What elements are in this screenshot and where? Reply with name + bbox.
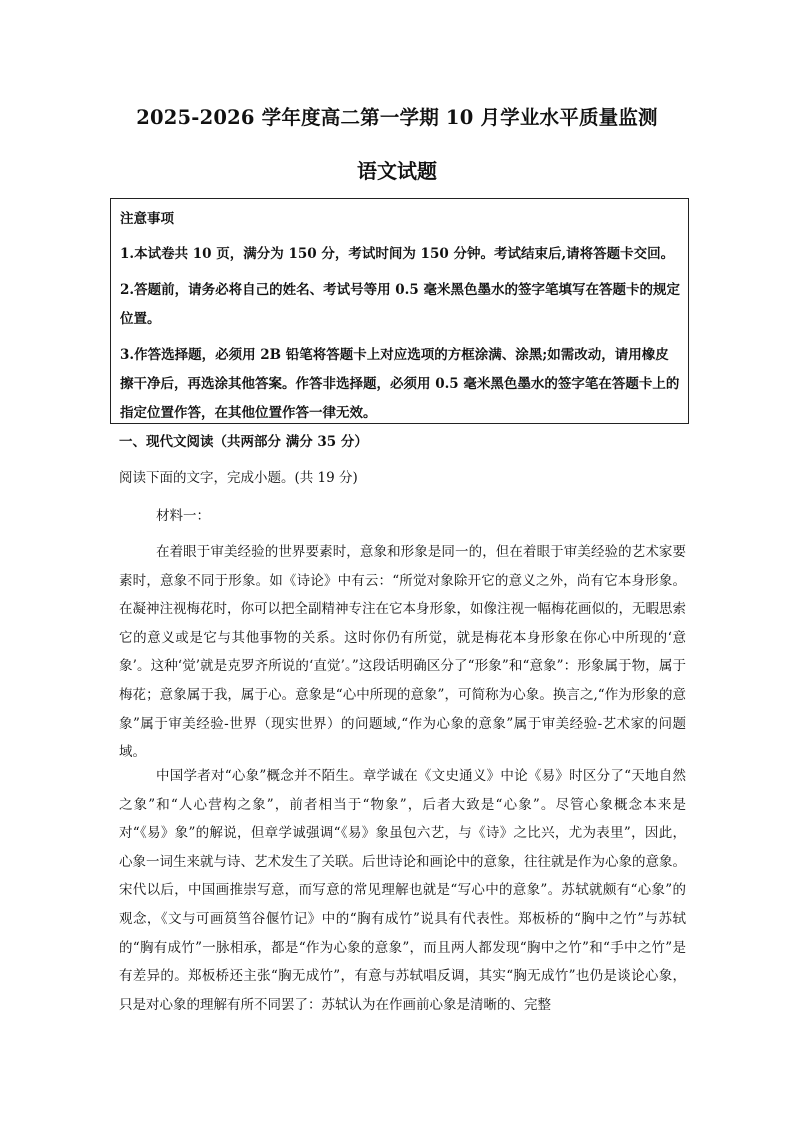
- notice-item-1: 1.本试卷共 10 页，满分为 150 分，考试时间为 150 分钟。考试结束后,请将答题卡交回。: [120, 246, 675, 262]
- section-heading: 一、现代文阅读（共两部分 满分 35 分）: [119, 434, 368, 450]
- reading-instruction: 阅读下面的文字，完成小题。(共 19 分): [119, 470, 358, 486]
- exam-title: 2025-2026 学年度高二第一学期 10 月学业水平质量监测: [136, 106, 658, 129]
- notice-item-2: 2.答题前，请务必将自己的姓名、考试号等用 0.5 毫米黑色墨水的签字笔填写在答题卡的规定位置。: [120, 282, 680, 327]
- notice-box: [110, 198, 689, 424]
- paragraph-2: 中国学者对“心象”概念并不陌生。章学诚在《文史通义》中论《易》时区分了“天地自然之象”和“人心营构之象”，前者相当于“物象”，后者大致是“心象”。尽管心象概念本来是对“《易》象”的解说，但章学诚强调“《易》象虽包六艺，与《诗》之比兴，尤为表里”，因此，心象一词生来就与诗、艺术发生了关联。后世诗论和画论中的意象，往往就是作为心象的意象。宋代以后，中国画推崇写意，而写意的常见理解也就是“写心中的意象”。苏轼就颇有“心象”的观念，《文与可画筼筜谷偃竹记》中的“胸有成竹”说具有代表性。郑板桥的“胸中之竹”与苏轼的“胸有成竹”一脉相承，都是“作为心象的意象”，而且两人都发现“胸中之竹”和“手中之竹”是有差异的。郑板桥还主张“胸无成竹”，有意与苏轼唱反调，其实“胸无成竹”也仍是谈论心象，只是对心象的理解有所不同罢了：苏轼认为在作画前心象是清晰的、完整: [119, 768, 686, 1013]
- paragraph-1: 在着眼于审美经验的世界要素时，意象和形象是同一的，但在着眼于审美经验的艺术家要素时，意象不同于形象。如《诗论》中有云：“所觉对象除开它的意义之外，尚有它本身形象。在凝神注视梅花时，你可以把全副精神专注在它本身形象，如像注视一幅梅花画似的，无暇思索它的意义或是它与其他事物的关系。这时你仍有所觉，就是梅花本身形象在你心中所现的‘意象’。这种‘觉’就是克罗齐所说的‘直觉’。”这段话明确区分了“形象”和“意象”：形象属于物，属于梅花；意象属于我，属于心。意象是“心中所现的意象”，可简称为心象。换言之,“作为形象的意象”属于审美经验-世界（现实世界）的问题域,“作为心象的意象”属于审美经验-艺术家的问题域。: [119, 544, 686, 761]
- exam-subtitle: 语文试题: [357, 159, 437, 183]
- material-label: 材料一：: [156, 508, 210, 524]
- notice-item-3: 3.作答选择题，必须用 2B 铅笔将答题卡上对应选项的方框涂满、涂黑;如需改动，请用橡皮擦干净后，再选涂其他答案。作答非选择题，必须用 0.5 毫米黑色墨水的签字笔在答题卡上的指定位置作答，在其他位置作答一律无效。: [120, 347, 680, 421]
- notice-heading: 注意事项: [120, 211, 174, 227]
